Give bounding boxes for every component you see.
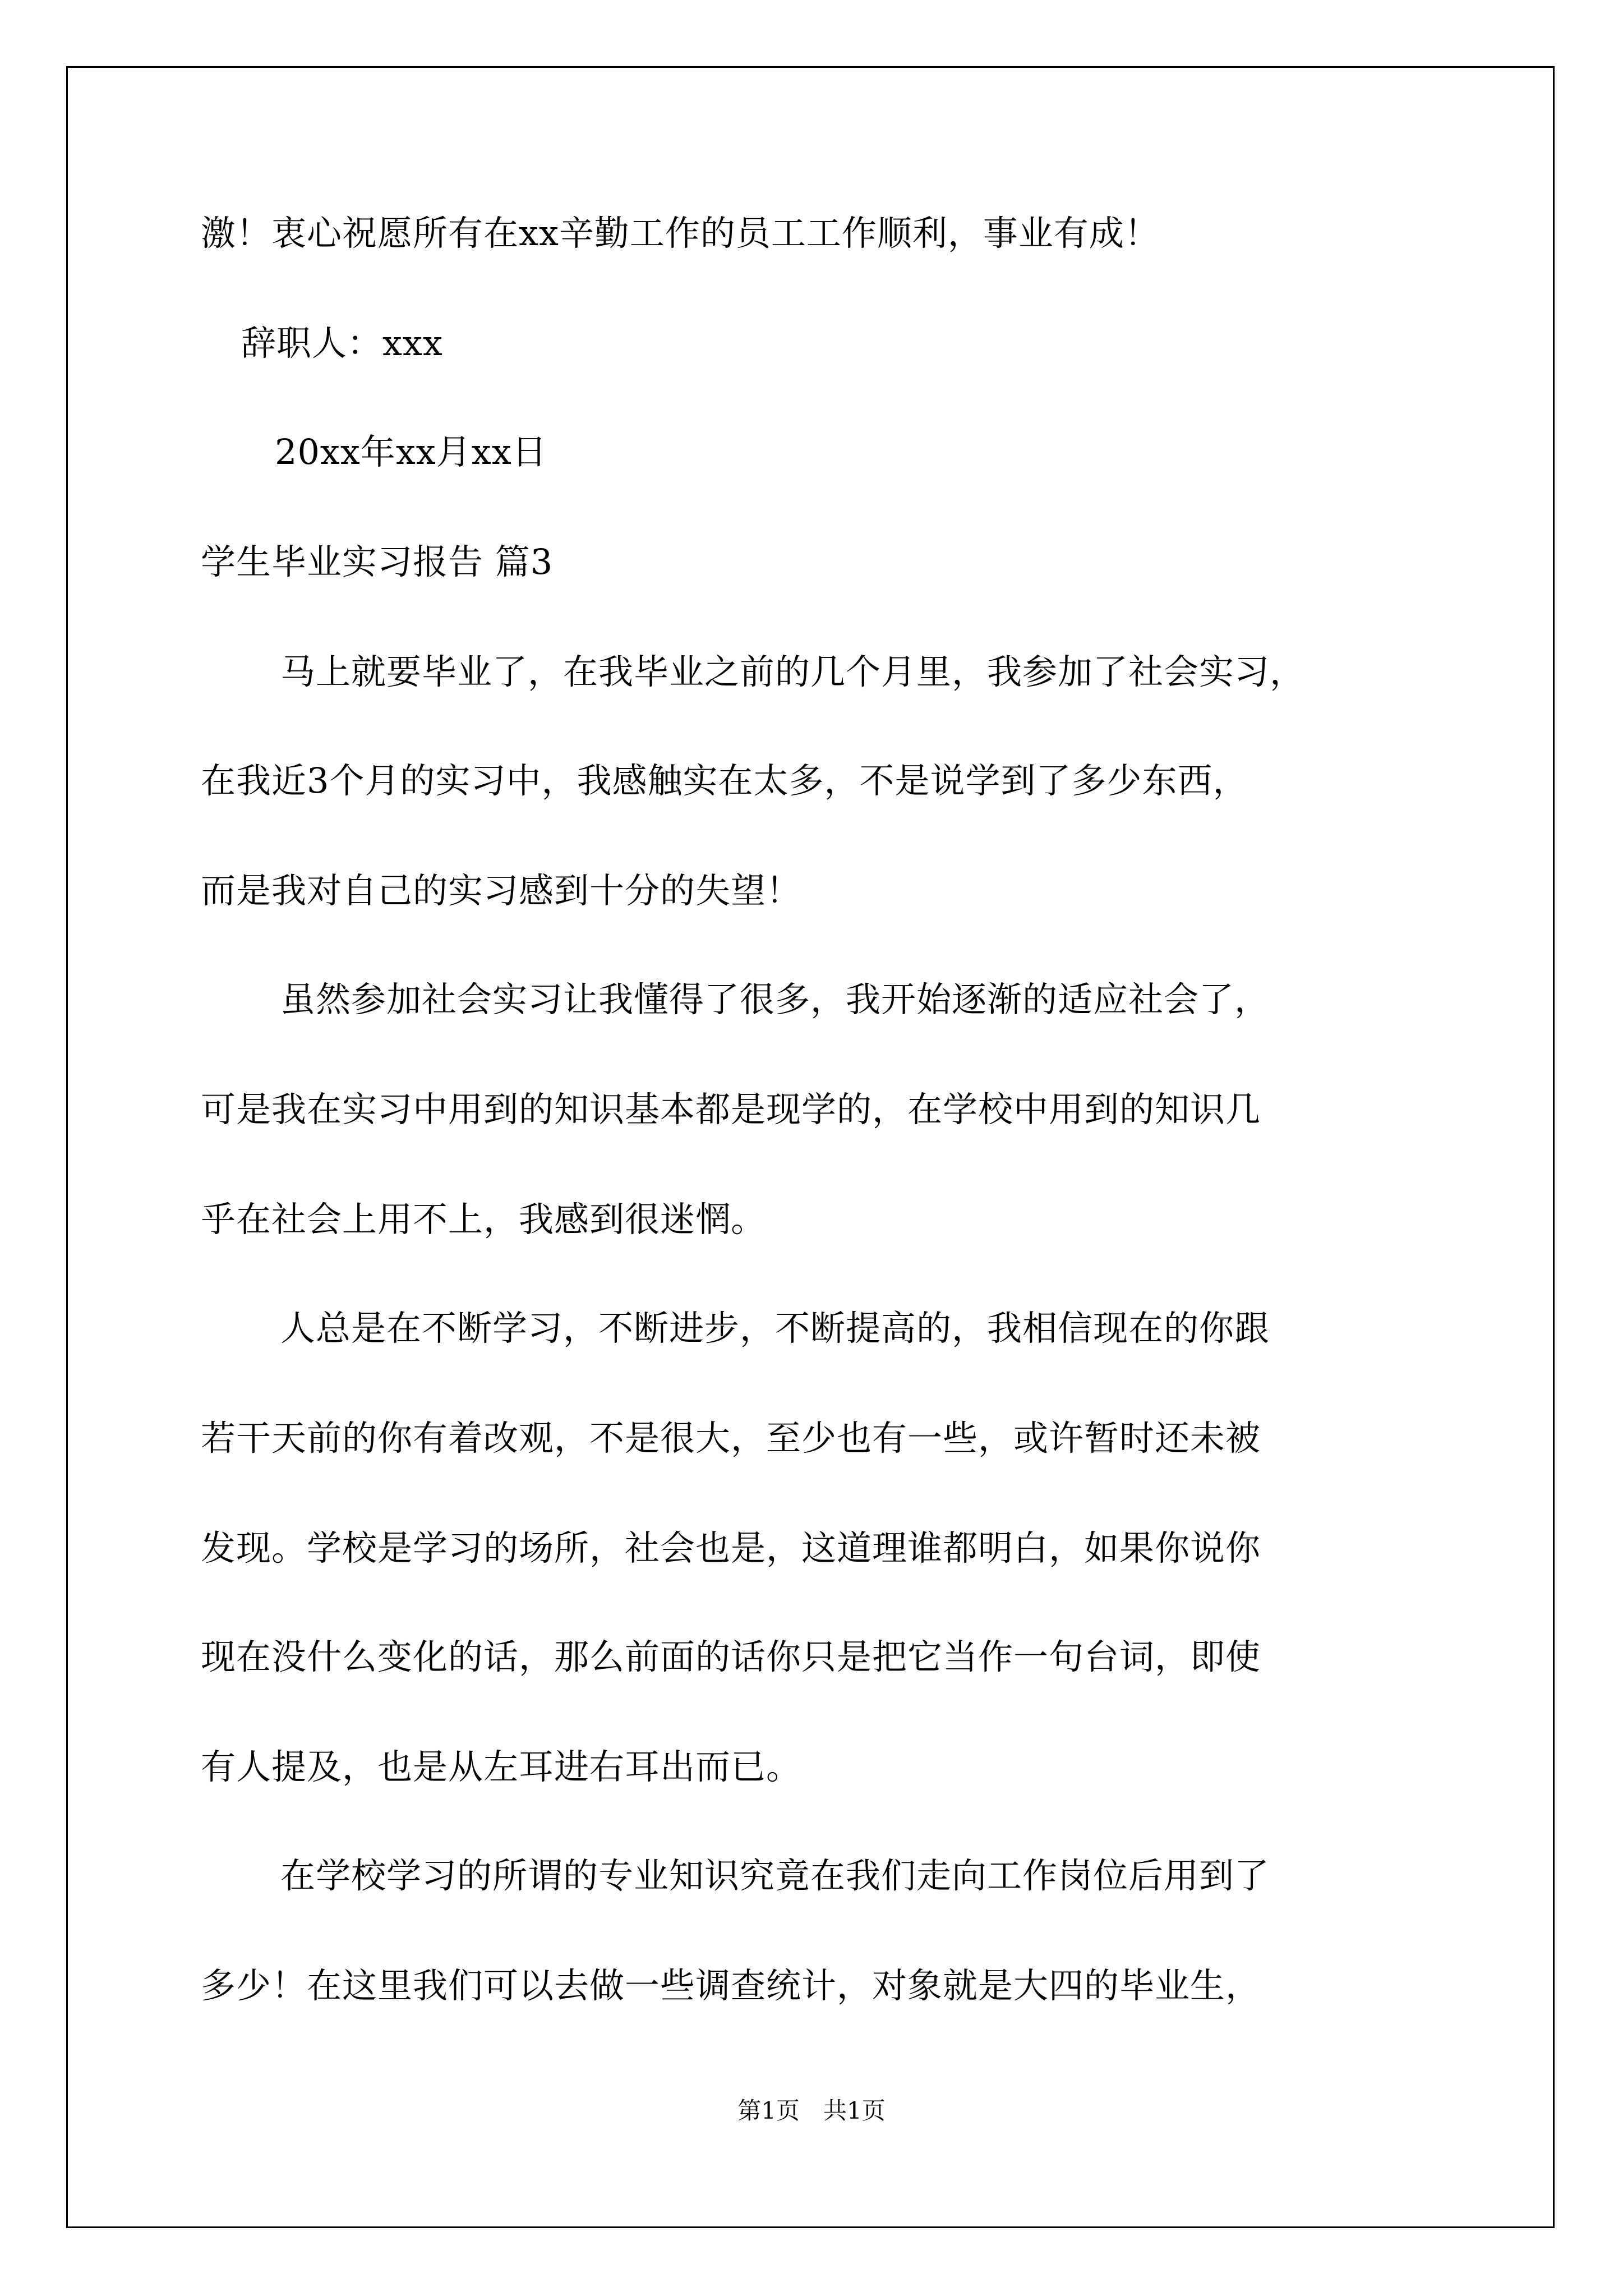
paragraph-line: 在我近3个月的实习中，我感触实在太多，不是说学到了多少东西， xyxy=(201,760,1248,801)
paragraph-line: 若干天前的你有着改观，不是很大，至少也有一些，或许暂时还未被 xyxy=(201,1418,1261,1458)
paragraph-line: 马上就要毕业了，在我毕业之前的几个月里，我参加了社会实习， xyxy=(280,651,1306,692)
paragraph-line: 在学校学习的所谓的专业知识究竟在我们走向工作岗位后用到了 xyxy=(280,1855,1270,1896)
paragraph-line: 现在没什么变化的话，那么前面的话你只是把它当作一句台词，即使 xyxy=(201,1636,1261,1677)
page-footer: 第1页 共1页 xyxy=(737,2097,886,2124)
paragraph-line: 有人提及，也是从左耳进右耳出而已。 xyxy=(201,1746,802,1787)
paragraph-line: 虽然参加社会实习让我懂得了很多，我开始逐渐的适应社会了， xyxy=(280,979,1270,1020)
section-heading: 学生毕业实习报告 篇3 xyxy=(201,541,554,582)
paragraph-line: 乎在社会上用不上，我感到很迷惘。 xyxy=(201,1199,767,1240)
text-line-signature: 辞职人：xxx xyxy=(241,323,443,364)
paragraph-line: 而是我对自己的实习感到十分的失望！ xyxy=(201,870,802,911)
page-border xyxy=(66,66,1555,2228)
text-line-closing: 激！衷心祝愿所有在xx辛勤工作的员工工作顺利，事业有成！ xyxy=(201,213,1160,254)
paragraph-line: 发现。学校是学习的场所，社会也是，这道理谁都明白，如果你说你 xyxy=(201,1527,1261,1568)
paragraph-line: 可是我在实习中用到的知识基本都是现学的，在学校中用到的知识几 xyxy=(201,1089,1261,1130)
paragraph-line: 多少！在这里我们可以去做一些调查统计，对象就是大四的毕业生， xyxy=(201,1965,1261,2006)
text-line-date: 20xx年xx月xx日 xyxy=(275,431,547,472)
paragraph-line: 人总是在不断学习，不断进步，不断提高的，我相信现在的你跟 xyxy=(280,1308,1270,1349)
